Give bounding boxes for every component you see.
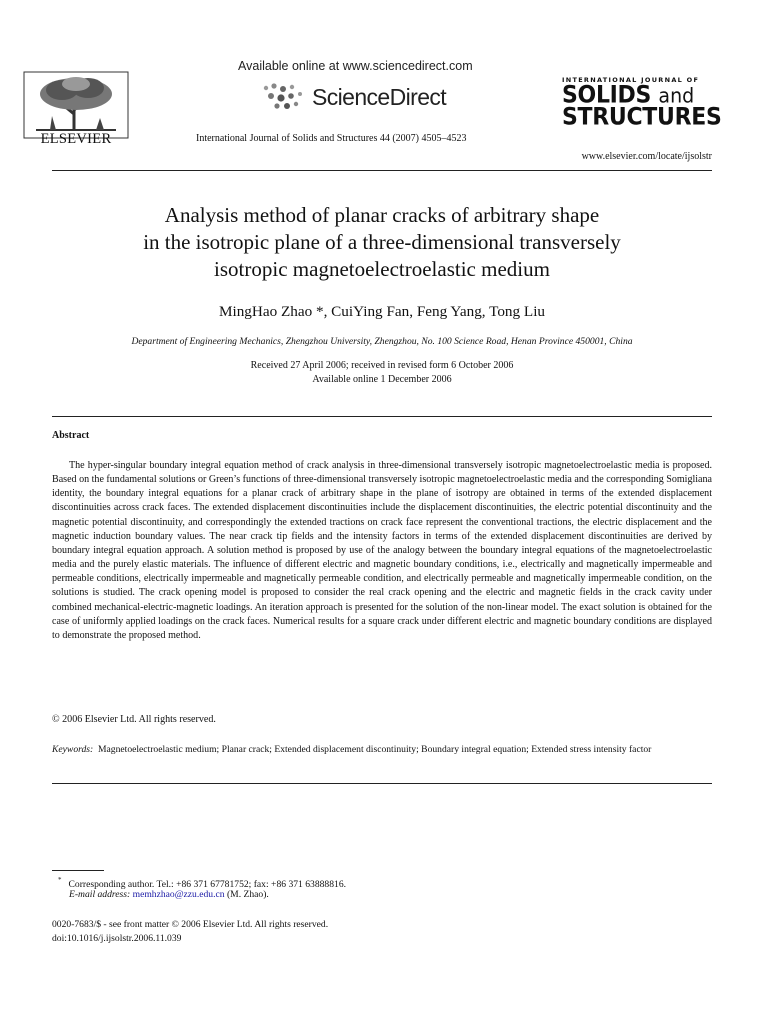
journal-citation: International Journal of Solids and Structures 44 (2007) 4505–4523 (196, 133, 467, 144)
keywords-text: Magnetoelectroelastic medium; Planar crack; Extended displacement discontinuity; Boundary integral equation; Extended stress intensity factor (98, 744, 652, 755)
keywords (52, 743, 712, 757)
abstract-body (52, 459, 712, 643)
publisher-name: ELSEVIER (40, 131, 112, 147)
corresponding-author-text: Corresponding author. Tel.: +86 371 67781752; fax: +86 371 63888816. (68, 879, 347, 891)
email-label: E-mail address: (69, 889, 131, 900)
email-suffix: (M. Zhao). (226, 889, 269, 900)
author-list: MingHao Zhao *, CuiYing Fan, Feng Yang, Tong Liu (218, 303, 546, 320)
keywords-label: Keywords: (52, 744, 94, 755)
journal-logo-line1: INTERNATIONAL JOURNAL OF (562, 76, 700, 84)
footnote-divider (52, 870, 104, 871)
journal-logo-solids: SOLIDS (562, 81, 652, 109)
abstract-heading: Abstract (52, 430, 90, 441)
article-title (52, 202, 712, 283)
title-line: isotropic magnetoelectroelastic medium (214, 257, 550, 281)
issn-doi-block (52, 918, 328, 946)
email-note (58, 889, 269, 900)
email-link[interactable]: memhzhao@zzu.edu.cn (132, 889, 225, 900)
abstract-top-divider (52, 416, 712, 417)
received-dates: Received 27 April 2006; received in revised form 6 October 2006 (250, 360, 514, 371)
sciencedirect-brand: ScienceDirect (312, 84, 447, 110)
abstract-bottom-divider (52, 783, 712, 784)
affiliation: Department of Engineering Mechanics, Zhengzhou University, Zhengzhou, No. 100 Science Road, Henan Province 450001, China (131, 336, 633, 347)
abstract-copyright: © 2006 Elsevier Ltd. All rights reserved. (52, 714, 216, 725)
article-dates (52, 359, 712, 387)
journal-logo-line3: STRUCTURES (562, 103, 722, 131)
sciencedirect-dots-icon (262, 82, 310, 112)
issn-line: 0020-7683/$ - see front matter © 2006 Elsevier Ltd. All rights reserved. (52, 919, 329, 930)
header-divider (52, 170, 712, 171)
journal-logo (562, 76, 722, 131)
available-date: Available online 1 December 2006 (312, 374, 452, 385)
available-online-notice: Available online at www.sciencedirect.com (238, 59, 473, 73)
journal-url-link[interactable]: www.elsevier.com/locate/ijsolstr (581, 151, 712, 162)
title-line: Analysis method of planar cracks of arbitrary shape (164, 203, 600, 227)
footnote-mark: * (58, 876, 62, 884)
doi-link[interactable]: doi:10.1016/j.ijsolstr.2006.11.039 (52, 933, 182, 944)
title-line: in the isotropic plane of a three-dimensional transversely (143, 230, 621, 254)
abstract-text: The hyper-singular boundary integral equation method of crack analysis in three-dimensional transversely isotropic magnetoelectroelastic media is proposed. Based on the fundamental solutions or Green’s functions of three-dimensional transversely isotropic magnetoelectroelastic media and the corresponding Somigliana identity, the boundary integral equations for a planar crack of arbitrary shape in the plane of isotropy are obtained in terms of the extended displacement discontinuities across crack faces. The extended displacement discontinuities include the displacement discontinuities, the electric potential discontinuity and the magnetic potential discontinuity, and correspondingly the extended tractions on crack face represent the conventional tractions, the electric displacement and the magnetic induction boundary values. The near crack tip fields and the intensity factors in terms of the extended displacement discontinuities are derived by boundary integral equation approach. A solution method is proposed by use of the analogy between the boundary integral equations of the magnetoelectroelastic media and the purely elastic materials. The influence of different electric and magnetic boundary conditions, i.e., electrically and magnetically impermeable and permeable conditions, electrically impermeable and magnetically permeable condition, and electrically permeable and magnetically impermeable condition, on the solutions is studied. The crack opening model is proposed to consider the real crack opening and the electric and magnetic fields in the crack cavity under combined mechanical-electric-magnetic loadings. An iteration approach is presented for the solution of the non-linear model. The exact solution is obtained for the case of uniformly applied loadings on the crack faces. Numerical results for a square crack under different electric and magnetic boundary conditions are displayed to demonstrate the proposed method. (52, 460, 712, 641)
journal-logo-and: and (658, 84, 695, 108)
